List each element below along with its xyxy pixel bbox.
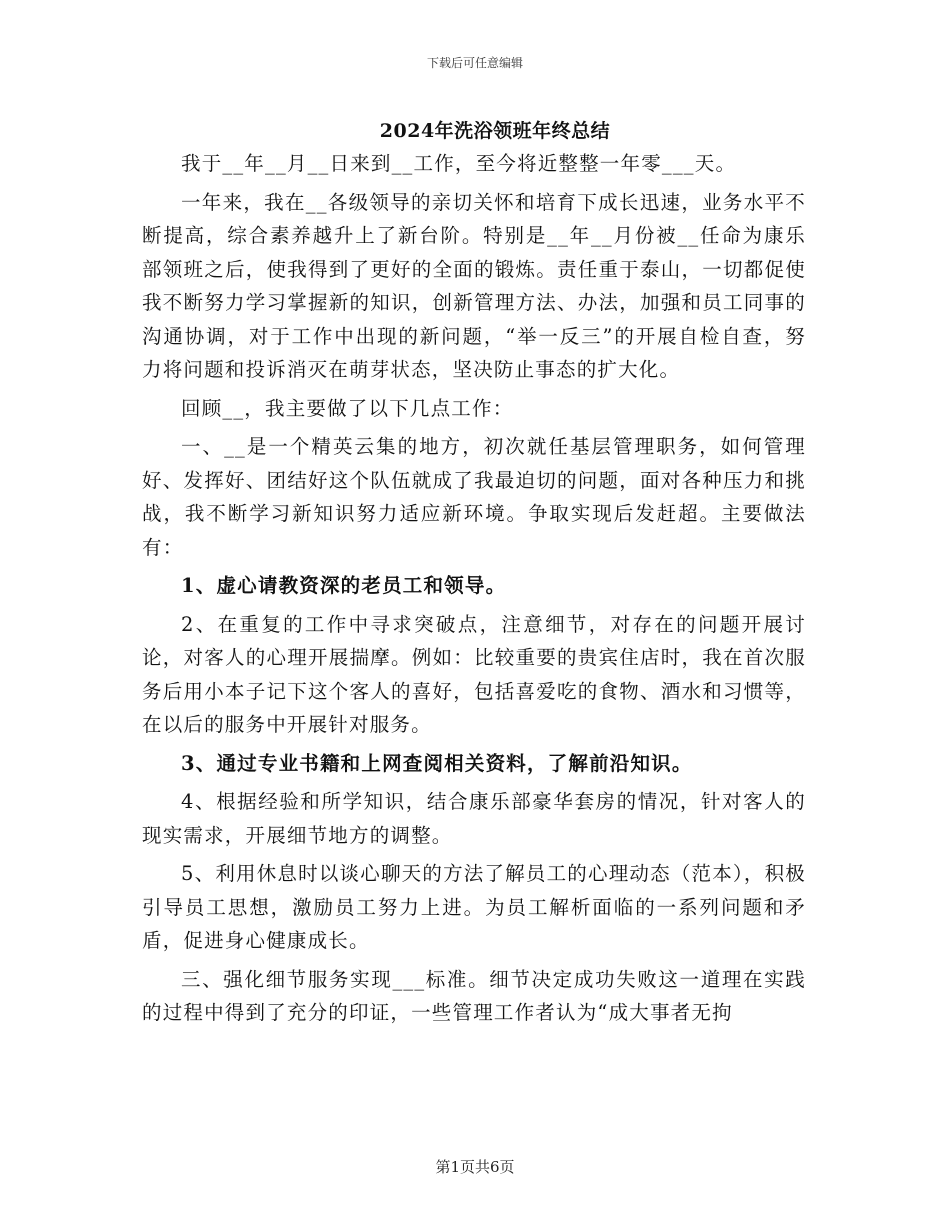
document-title: 2024年洗浴领班年终总结 bbox=[379, 120, 611, 142]
paragraph: 三、强化细节服务实现___标准。细节决定成功失败这一道理在实践的过程中得到了充分的印证，一些管理工作者认为“成大事者无拘 bbox=[142, 967, 806, 1024]
paragraph: 一、__是一个精英云集的地方，初次就任基层管理职务，如何管理好、发挥好、团结好这个队伍就成了我最迫切的问题，面对各种压力和挑战，我不断学习新知识努力适应新环境。争取实现后发赶超。主要做法有： bbox=[142, 435, 806, 559]
paragraph: 我于__年__月__日来到__工作，至今将近整整一年零___天。 bbox=[181, 152, 737, 175]
document-body bbox=[142, 147, 806, 1035]
paragraph-bold: 3、通过专业书籍和上网查阅相关资料，了解前沿知识。 bbox=[181, 751, 693, 775]
paragraph: 2、在重复的工作中寻求突破点，注意细节，对存在的问题开展讨论，对客人的心理开展揣摩。例如：比较重要的贵宾住店时，我在首次服务后用小本子记下这个客人的喜好，包括喜爱吃的食物、酒水和习惯等，在以后的服务中开展针对服务。 bbox=[142, 612, 806, 736]
paragraph: 回顾__，我主要做了以下几点工作： bbox=[181, 396, 514, 420]
header-note: 下载后可任意编辑 bbox=[426, 56, 523, 70]
paragraph: 一年来，我在__各级领导的亲切关怀和培育下成长迅速，业务水平不断提高，综合素养越升上了新台阶。特别是__年__月份被__任命为康乐部领班之后，使我得到了更好的全面的锻炼。责任重于泰山，一切都促使我不断努力学习掌握新的知识，创新管理方法、办法，加强和员工同事的沟通协调，对于工作中出现的新问题，“举一反三”的开展自检自查，努力将问题和投诉消灭在萌芽状态，坚决防止事态的扩大化。 bbox=[142, 190, 806, 381]
paragraph: 4、根据经验和所学知识，结合康乐部豪华套房的情况，针对客人的现实需求，开展细节地方的调整。 bbox=[142, 790, 806, 847]
paragraph: 5、利用休息时以谈心聊天的方法了解员工的心理动态（范本），积极引导员工思想，激励员工努力上进。为员工解析面临的一系列问题和矛盾，促进身心健康成长。 bbox=[142, 862, 806, 952]
page-number: 第1页共6页 bbox=[435, 1158, 515, 1176]
paragraph-bold: 1、虚心请教资深的老员工和领导。 bbox=[181, 574, 507, 597]
